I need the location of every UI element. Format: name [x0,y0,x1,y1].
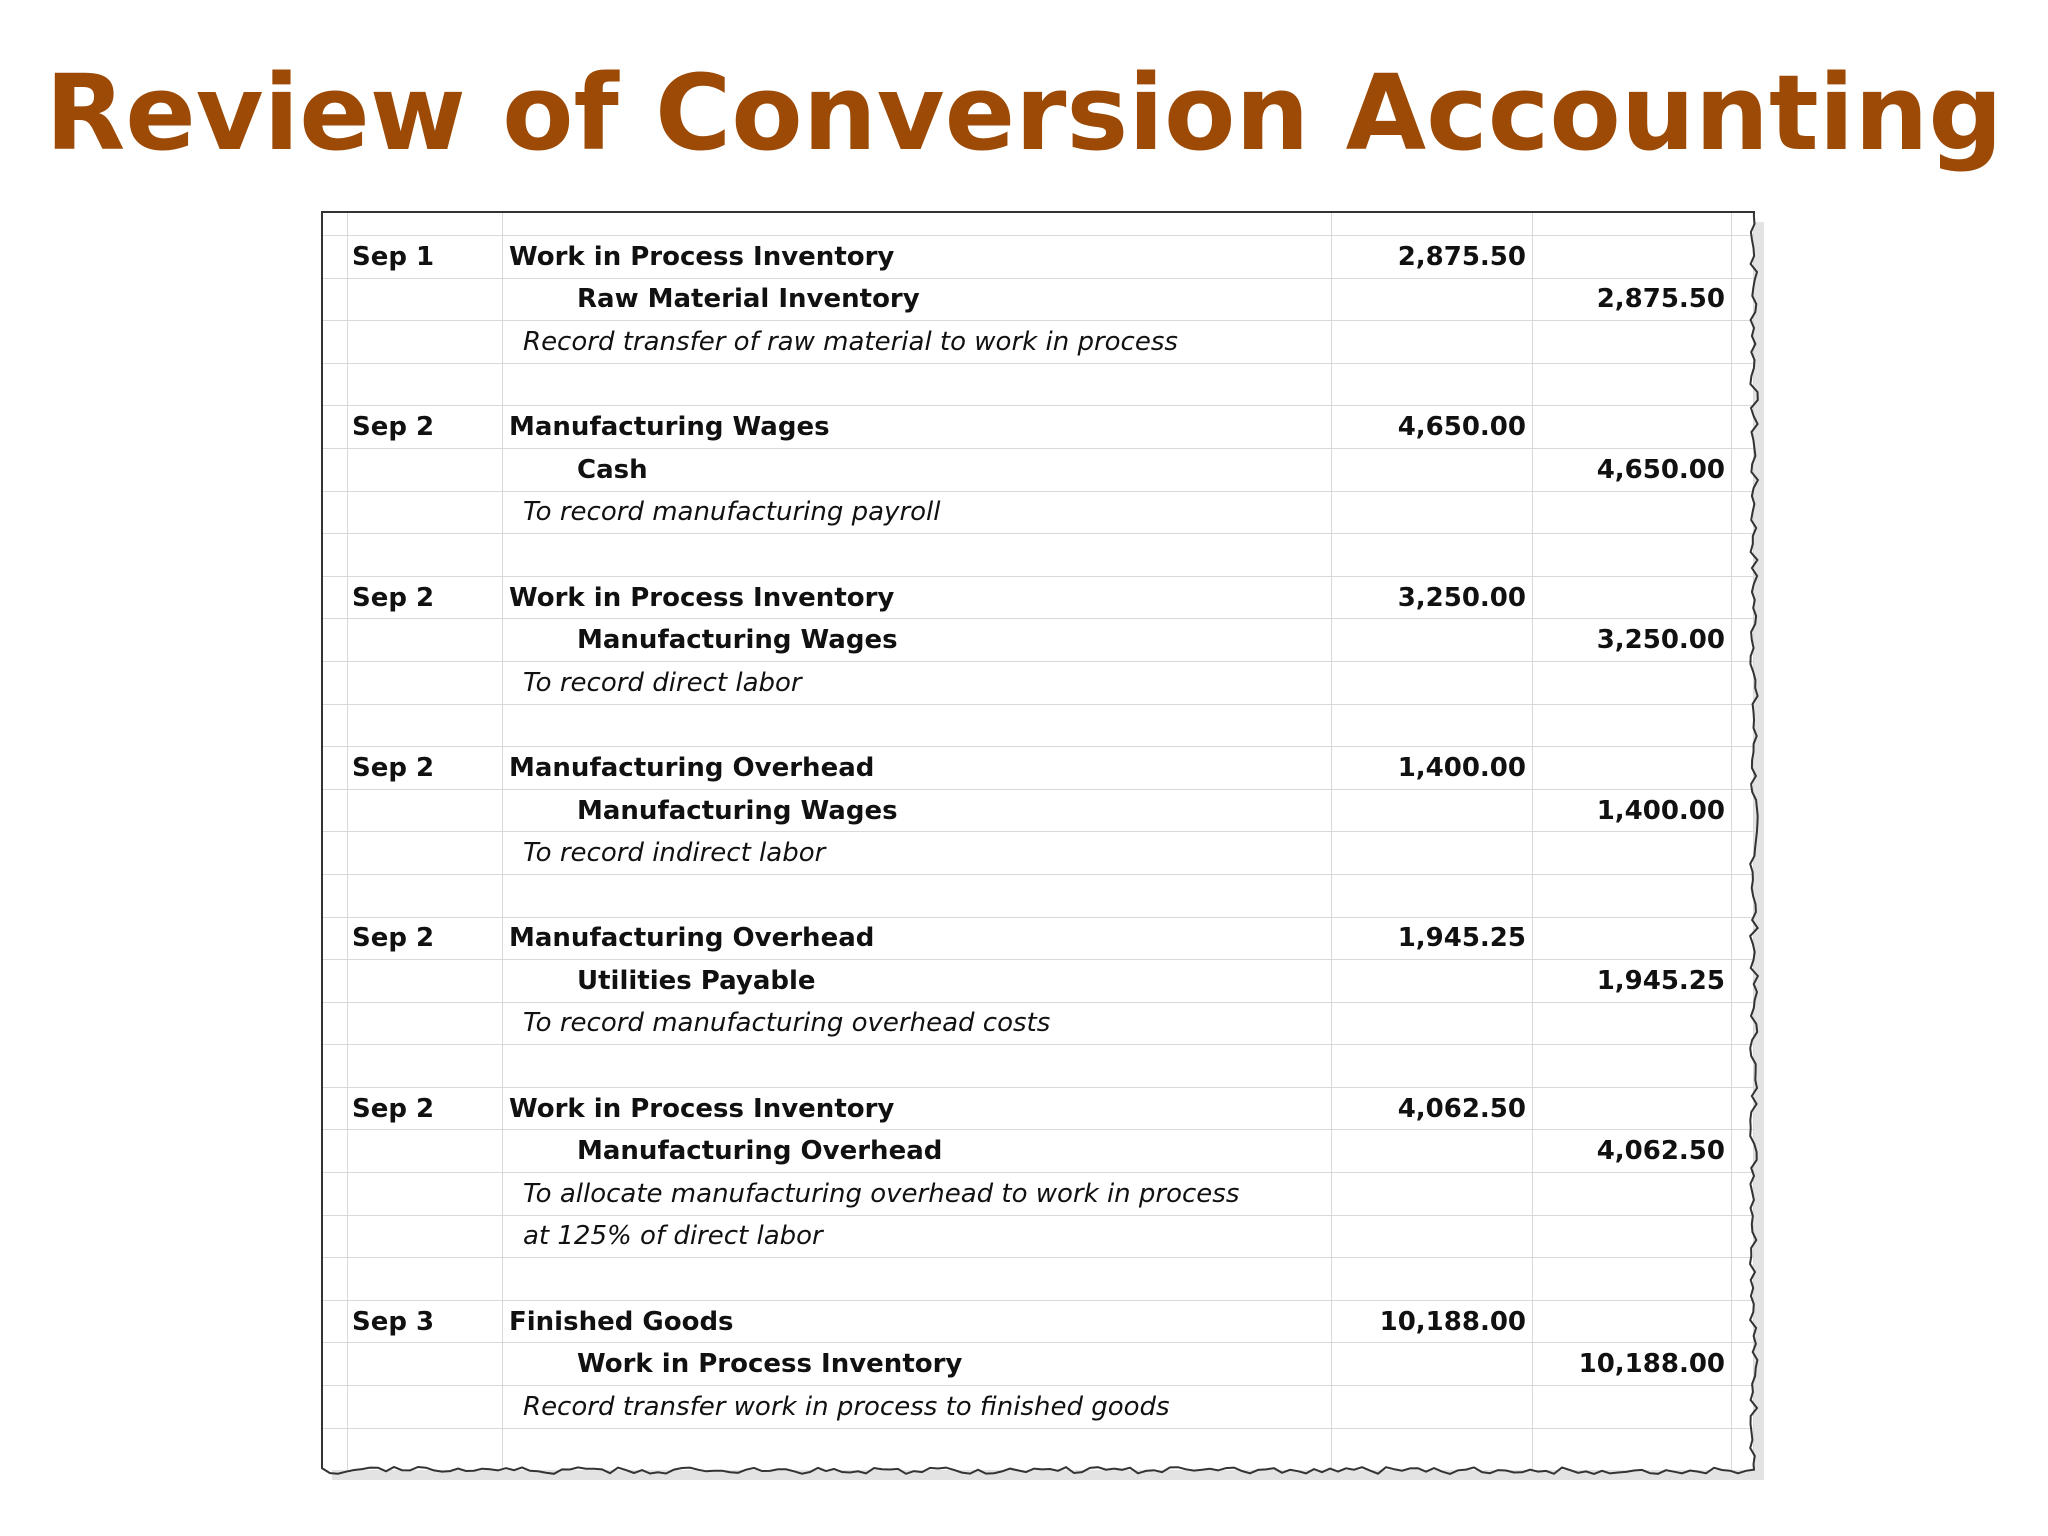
debit-amount: 1,400.00 [1332,747,1533,790]
journal-row-credit [323,789,1754,832]
journal-row-credit [323,619,1754,662]
entry-memo: To record direct labor [503,661,1332,704]
entry-date: Sep 2 [348,576,503,619]
entry-memo: To record manufacturing overhead costs [503,1002,1332,1045]
debit-amount: 1,945.25 [1332,917,1533,960]
journal-row-debit [323,406,1754,449]
blank-row [323,363,1754,406]
debit-account: Work in Process Inventory [503,576,1332,619]
journal-row-debit [323,1087,1754,1130]
entry-date: Sep 2 [348,1087,503,1130]
credit-amount: 1,400.00 [1533,789,1732,832]
credit-amount: 10,188.00 [1533,1343,1732,1386]
blank-row [323,874,1754,917]
journal-row-debit [323,576,1754,619]
entry-memo: To allocate manufacturing overhead to work in process [503,1173,1332,1216]
journal-row-memo [323,1173,1754,1216]
journal-row-memo [323,1215,1754,1258]
credit-account: Manufacturing Wages [503,789,1332,832]
credit-account: Cash [503,448,1332,491]
journal-row-debit [323,1300,1754,1343]
journal-row-memo [323,1002,1754,1045]
journal-row-memo [323,832,1754,875]
journal-row-memo [323,491,1754,534]
debit-amount: 4,650.00 [1332,406,1533,449]
blank-row [323,1428,1754,1470]
journal-row-credit [323,278,1754,321]
debit-account: Manufacturing Overhead [503,747,1332,790]
debit-account: Manufacturing Overhead [503,917,1332,960]
slide-title: Review of Conversion Accounting [45,52,2003,174]
credit-account: Utilities Payable [503,960,1332,1003]
journal-row-credit [323,960,1754,1003]
credit-amount: 1,945.25 [1533,960,1732,1003]
debit-amount: 2,875.50 [1332,236,1533,279]
debit-account: Manufacturing Wages [503,406,1332,449]
entry-date: Sep 2 [348,406,503,449]
debit-account: Finished Goods [503,1300,1332,1343]
debit-amount: 3,250.00 [1332,576,1533,619]
entry-date: Sep 2 [348,747,503,790]
journal-table [322,212,1754,1470]
spreadsheet-clip [322,212,1754,1470]
credit-amount: 2,875.50 [1533,278,1732,321]
blank-row [323,704,1754,747]
entry-date: Sep 2 [348,917,503,960]
journal-row-debit [323,747,1754,790]
journal-row-debit [323,236,1754,279]
credit-account: Work in Process Inventory [503,1343,1332,1386]
journal-row-credit [323,1130,1754,1173]
entry-memo: To record indirect labor [503,832,1332,875]
entry-date: Sep 3 [348,1300,503,1343]
journal-row-memo [323,321,1754,364]
credit-account: Raw Material Inventory [503,278,1332,321]
journal-row-debit [323,917,1754,960]
credit-account: Manufacturing Overhead [503,1130,1332,1173]
credit-account: Manufacturing Wages [503,619,1332,662]
debit-account: Work in Process Inventory [503,1087,1332,1130]
blank-row [323,1258,1754,1301]
journal-row-credit [323,448,1754,491]
journal-row-memo [323,1386,1754,1429]
journal-body [323,213,1754,1471]
credit-amount: 4,062.50 [1533,1130,1732,1173]
credit-amount: 3,250.00 [1533,619,1732,662]
entry-memo: To record manufacturing payroll [503,491,1332,534]
debit-amount: 4,062.50 [1332,1087,1533,1130]
journal-row-memo [323,661,1754,704]
journal-row-credit [323,1343,1754,1386]
entry-memo: at 125% of direct labor [503,1215,1332,1258]
journal-sheet [318,208,1770,1480]
debit-amount: 10,188.00 [1332,1300,1533,1343]
entry-memo: Record transfer work in process to finished goods [503,1386,1332,1429]
credit-amount: 4,650.00 [1533,448,1732,491]
spacer-row [323,213,1754,236]
entry-memo: Record transfer of raw material to work in process [503,321,1332,364]
blank-row [323,1045,1754,1088]
blank-row [323,534,1754,577]
debit-account: Work in Process Inventory [503,236,1332,279]
entry-date: Sep 1 [348,236,503,279]
